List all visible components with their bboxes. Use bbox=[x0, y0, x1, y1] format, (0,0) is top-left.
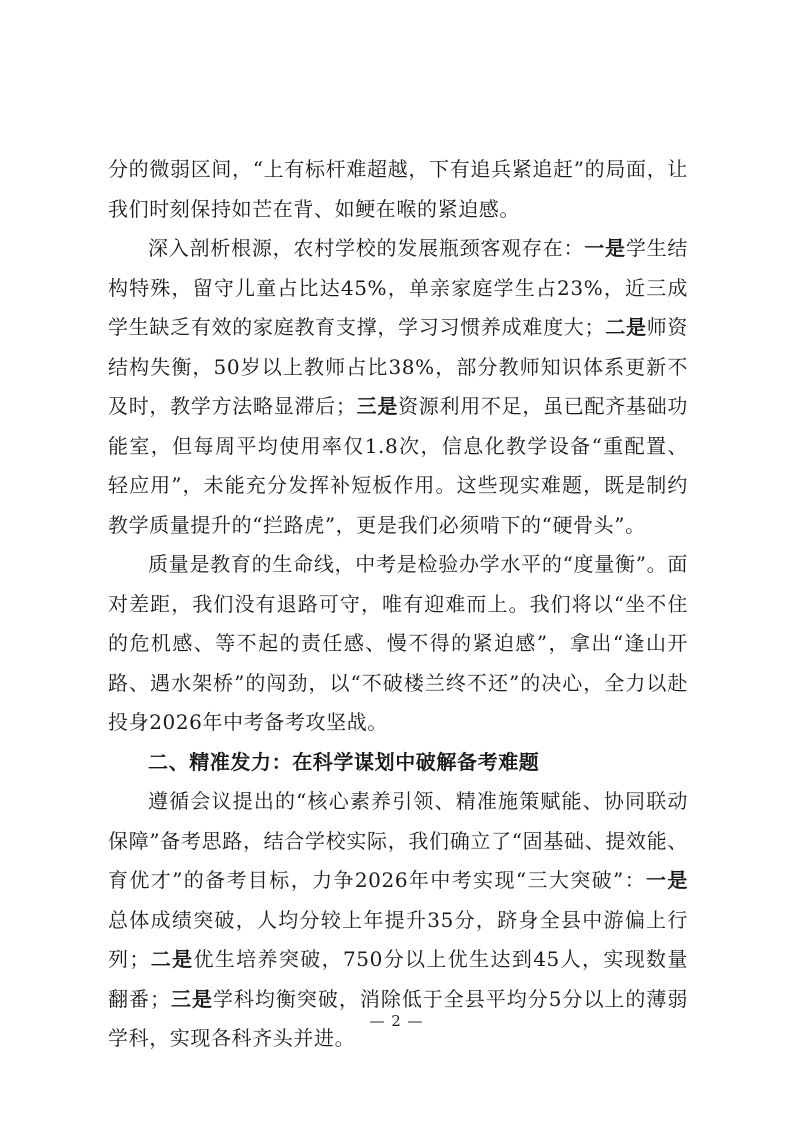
text-run: 师资结构失衡，50岁以上教师占比38%，部分教师知识体系更新不及时，教学方法略显滞后； bbox=[108, 315, 689, 418]
text-run: 深入剖析根源，农村学校的发展瓶颈客观存在： bbox=[148, 236, 585, 260]
text-run: 总体成绩突破，人均分较上年提升35分，跻身全县中游偏上行列； bbox=[108, 907, 688, 971]
emphasis-second: 二是 bbox=[149, 947, 194, 971]
text-run: 学科均衡突破，消除低于全县平均分5分以上的薄弱学科，实现各科齐头并进。 bbox=[108, 986, 688, 1050]
text-run: 遵循会议提出的“核心素养引领、精准施策赋能、协同联动保障”备考思路，结合学校实际，我们确立了“固基础、提效能、育优才”的备考目标，力争2026年中考实现“三大突破”： bbox=[108, 789, 688, 892]
document-body bbox=[108, 150, 688, 1059]
emphasis-second: 二是 bbox=[605, 315, 647, 339]
text-run: 优生培养突破，750分以上优生达到45人，实现数量翻番； bbox=[108, 947, 689, 1011]
page-number: — 2 — bbox=[369, 1012, 424, 1030]
emphasis-third: 三是 bbox=[170, 986, 213, 1011]
emphasis-first: 一是 bbox=[584, 236, 626, 260]
paragraph-continuation bbox=[108, 150, 688, 229]
text-run: 质量是教育的生命线，中考是检验办学水平的“度量衡”。面对差距，我们没有退路可守，唯有迎难而上。我们将以“坐不住的危机感、等不起的责任感、慢不得的紧迫感”，拿出“逢山开路、遇水架桥”的闯劲，以“不破楼兰终不还”的决心，全力以赴投身2026年中考备考攻坚战。 bbox=[108, 552, 688, 734]
heading-text: 二、精准发力：在科学谋划中破解备考难题 bbox=[148, 749, 540, 774]
text-run: 学生结构特殊，留守儿童占比达45%，单亲家庭学生占23%，近三成学生缺乏有效的家庭教育支撑，学习习惯养成难度大； bbox=[108, 236, 688, 339]
text-run: 分的微弱区间，“上有标杆难超越，下有追兵紧追赶”的局面，让我们时刻保持如芒在背、如鲠在喉的紧迫感。 bbox=[108, 157, 688, 221]
section-heading-2 bbox=[108, 743, 688, 783]
paragraph-root-cause-analysis bbox=[108, 229, 688, 545]
emphasis-first: 一是 bbox=[646, 868, 689, 892]
text-run: 资源利用不足，虽已配齐基础功能室，但每周平均使用率仅1.8次，信息化教学设备“重配置、轻应用”，未能充分发挥补短板作用。这些现实难题，既是制约教学质量提升的“拦路虎”，更是我们必须啃下的“硬骨头”。 bbox=[108, 394, 688, 537]
emphasis-third: 三是 bbox=[356, 394, 399, 418]
paragraph-quality-commitment bbox=[108, 545, 688, 743]
